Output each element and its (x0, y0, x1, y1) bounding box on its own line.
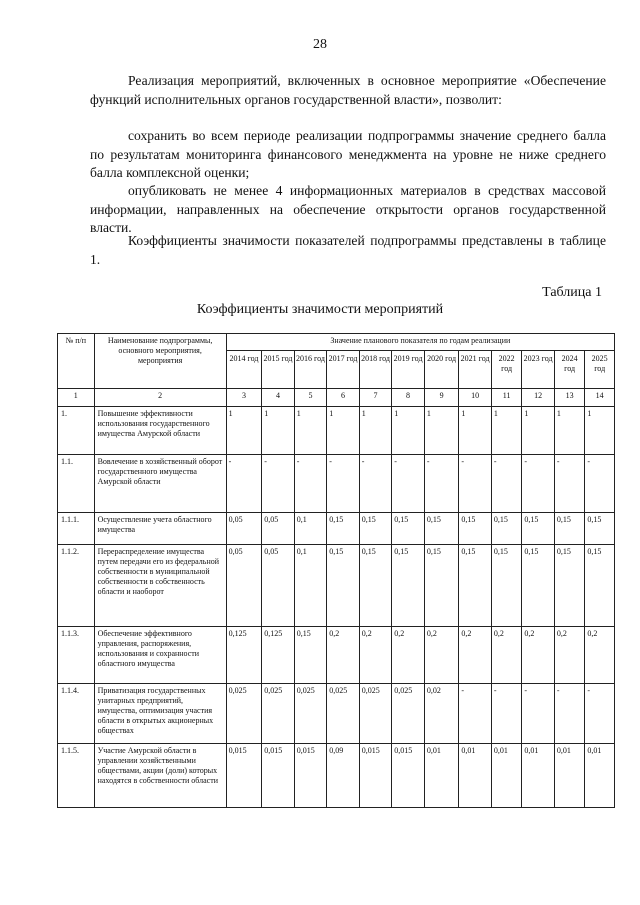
value-cell: 0,025 (226, 684, 262, 744)
value-cell: 1 (554, 407, 584, 455)
header-num: № п/п (58, 334, 95, 389)
year-header: 2015 год (262, 351, 295, 389)
column-number: 4 (262, 389, 295, 407)
column-number: 1 (58, 389, 95, 407)
value-cell: - (294, 455, 327, 513)
row-name: Осуществление учета областного имущества (94, 513, 226, 545)
page-number: 28 (313, 37, 327, 52)
value-cell: 0,125 (262, 627, 295, 684)
column-number: 2 (94, 389, 226, 407)
header-values: Значение планового показателя по годам реализации (226, 334, 614, 351)
value-cell: 0,2 (424, 627, 459, 684)
value-cell: 0,2 (554, 627, 584, 684)
row-name: Обеспечение эффективного управления, распоряжения, использования и сохранности областного имущества (94, 627, 226, 684)
value-cell: 0,15 (585, 545, 615, 627)
value-cell: 0,2 (459, 627, 492, 684)
value-cell: 0,15 (327, 513, 360, 545)
value-cell: 0,2 (392, 627, 425, 684)
column-number: 6 (327, 389, 360, 407)
year-header: 2025 год (585, 351, 615, 389)
column-number: 13 (554, 389, 584, 407)
value-cell: 0,2 (327, 627, 360, 684)
column-number: 14 (585, 389, 615, 407)
table-row (58, 684, 615, 744)
value-cell: 0,2 (522, 627, 555, 684)
column-number: 5 (294, 389, 327, 407)
value-cell: - (554, 455, 584, 513)
value-cell: 0,15 (359, 513, 392, 545)
year-header: 2021 год (459, 351, 492, 389)
value-cell: 0,15 (554, 545, 584, 627)
value-cell: 0,15 (585, 513, 615, 545)
value-cell: 1 (262, 407, 295, 455)
table-row (58, 545, 615, 627)
value-cell: - (459, 455, 492, 513)
value-cell: 0,01 (491, 744, 521, 808)
value-cell: 1 (522, 407, 555, 455)
column-number: 8 (392, 389, 425, 407)
value-cell: 0,01 (459, 744, 492, 808)
paragraph-2: сохранить во всем периоде реализации подпрограммы значение среднего балла по результатам мониторинга финансового менеджмента на уровне не ниже среднего балла комплексной оценки; (90, 128, 606, 180)
row-number: 1.1.5. (58, 744, 95, 808)
column-number: 7 (359, 389, 392, 407)
column-number: 12 (522, 389, 555, 407)
row-number: 1. (58, 407, 95, 455)
row-number: 1.1. (58, 455, 95, 513)
value-cell: 0,05 (226, 513, 262, 545)
value-cell: 0,15 (392, 513, 425, 545)
value-cell: 0,125 (226, 627, 262, 684)
row-name: Приватизация государственных унитарных предприятий, имущества, оптимизация участия области в открытых акционерных обществах (94, 684, 226, 744)
value-cell: - (522, 455, 555, 513)
paragraph-3: опубликовать не менее 4 информационных материалов в средствах массовой информации, направленных на обеспечение открытости органов государственной власти. (90, 183, 606, 235)
header-name: Наименование подпрограммы, основного мероприятия, мероприятия (94, 334, 226, 389)
year-header: 2014 год (226, 351, 262, 389)
value-cell: 0,015 (226, 744, 262, 808)
paragraph-4: Коэффициенты значимости показателей подпрограммы представлены в таблице 1. (90, 233, 606, 267)
value-cell: - (554, 684, 584, 744)
value-cell: - (359, 455, 392, 513)
year-header: 2020 год (424, 351, 459, 389)
table-label: Таблица 1 (542, 285, 602, 300)
value-cell: 0,015 (359, 744, 392, 808)
value-cell: 1 (359, 407, 392, 455)
value-cell: 0,025 (327, 684, 360, 744)
value-cell: 0,2 (359, 627, 392, 684)
value-cell: - (226, 455, 262, 513)
value-cell: - (262, 455, 295, 513)
value-cell: 0,01 (554, 744, 584, 808)
value-cell: 0,15 (459, 545, 492, 627)
year-header: 2024 год (554, 351, 584, 389)
year-header: 2016 год (294, 351, 327, 389)
paragraph-1: Реализация мероприятий, включенных в основное мероприятие «Обеспечение функций исполнительных органов государственной власти», позволит: (90, 73, 606, 107)
value-cell: - (585, 684, 615, 744)
value-cell: 0,015 (294, 744, 327, 808)
row-name: Перераспределение имущества путем передачи его из федеральной собственности в муниципальной собственности в собственность области и наоборот (94, 545, 226, 627)
value-cell: 1 (424, 407, 459, 455)
column-number: 3 (226, 389, 262, 407)
value-cell: 0,015 (262, 744, 295, 808)
year-header: 2022 год (491, 351, 521, 389)
year-header: 2023 год (522, 351, 555, 389)
value-cell: 0,15 (522, 545, 555, 627)
value-cell: 1 (459, 407, 492, 455)
value-cell: 1 (327, 407, 360, 455)
row-number: 1.1.4. (58, 684, 95, 744)
value-cell: 1 (392, 407, 425, 455)
row-number: 1.1.3. (58, 627, 95, 684)
column-number: 11 (491, 389, 521, 407)
value-cell: 0,05 (262, 513, 295, 545)
value-cell: 0,025 (262, 684, 295, 744)
value-cell: 0,015 (392, 744, 425, 808)
value-cell: 0,15 (459, 513, 492, 545)
value-cell: 0,025 (294, 684, 327, 744)
value-cell: 0,02 (424, 684, 459, 744)
value-cell: 0,15 (392, 545, 425, 627)
column-number: 9 (424, 389, 459, 407)
value-cell: 0,15 (359, 545, 392, 627)
value-cell: 0,2 (491, 627, 521, 684)
row-number: 1.1.2. (58, 545, 95, 627)
value-cell: 0,15 (491, 513, 521, 545)
value-cell: 1 (491, 407, 521, 455)
row-name: Участие Амурской области в управлении хозяйственными обществами, акции (доли) которых находятся в собственности области (94, 744, 226, 808)
value-cell: - (491, 684, 521, 744)
table-row (58, 627, 615, 684)
value-cell: 1 (226, 407, 262, 455)
value-cell: 0,2 (585, 627, 615, 684)
value-cell: 0,05 (226, 545, 262, 627)
value-cell: 0,15 (424, 513, 459, 545)
value-cell: - (459, 684, 492, 744)
value-cell: 0,1 (294, 545, 327, 627)
value-cell: 0,025 (392, 684, 425, 744)
table-row (58, 744, 615, 808)
value-cell: 0,01 (522, 744, 555, 808)
value-cell: - (327, 455, 360, 513)
value-cell: 1 (585, 407, 615, 455)
value-cell: 0,1 (294, 513, 327, 545)
value-cell: 0,15 (522, 513, 555, 545)
table-title: Коэффициенты значимости мероприятий (196, 302, 444, 317)
value-cell: - (585, 455, 615, 513)
value-cell: 0,15 (327, 545, 360, 627)
value-cell: 0,025 (359, 684, 392, 744)
year-header: 2018 год (359, 351, 392, 389)
value-cell: - (522, 684, 555, 744)
table-row (58, 455, 615, 513)
value-cell: - (424, 455, 459, 513)
row-name: Вовлечение в хозяйственный оборот государственного имущества Амурской области (94, 455, 226, 513)
value-cell: 0,15 (554, 513, 584, 545)
value-cell: - (392, 455, 425, 513)
row-number: 1.1.1. (58, 513, 95, 545)
value-cell: 0,05 (262, 545, 295, 627)
coefficients-table (57, 333, 615, 808)
value-cell: 0,09 (327, 744, 360, 808)
value-cell: 0,15 (424, 545, 459, 627)
value-cell: 0,01 (585, 744, 615, 808)
year-header: 2017 год (327, 351, 360, 389)
table-row (58, 407, 615, 455)
column-number: 10 (459, 389, 492, 407)
value-cell: - (491, 455, 521, 513)
value-cell: 0,01 (424, 744, 459, 808)
value-cell: 1 (294, 407, 327, 455)
table-row (58, 513, 615, 545)
value-cell: 0,15 (294, 627, 327, 684)
year-header: 2019 год (392, 351, 425, 389)
row-name: Повышение эффективности использования государственного имущества Амурской области (94, 407, 226, 455)
value-cell: 0,15 (491, 545, 521, 627)
